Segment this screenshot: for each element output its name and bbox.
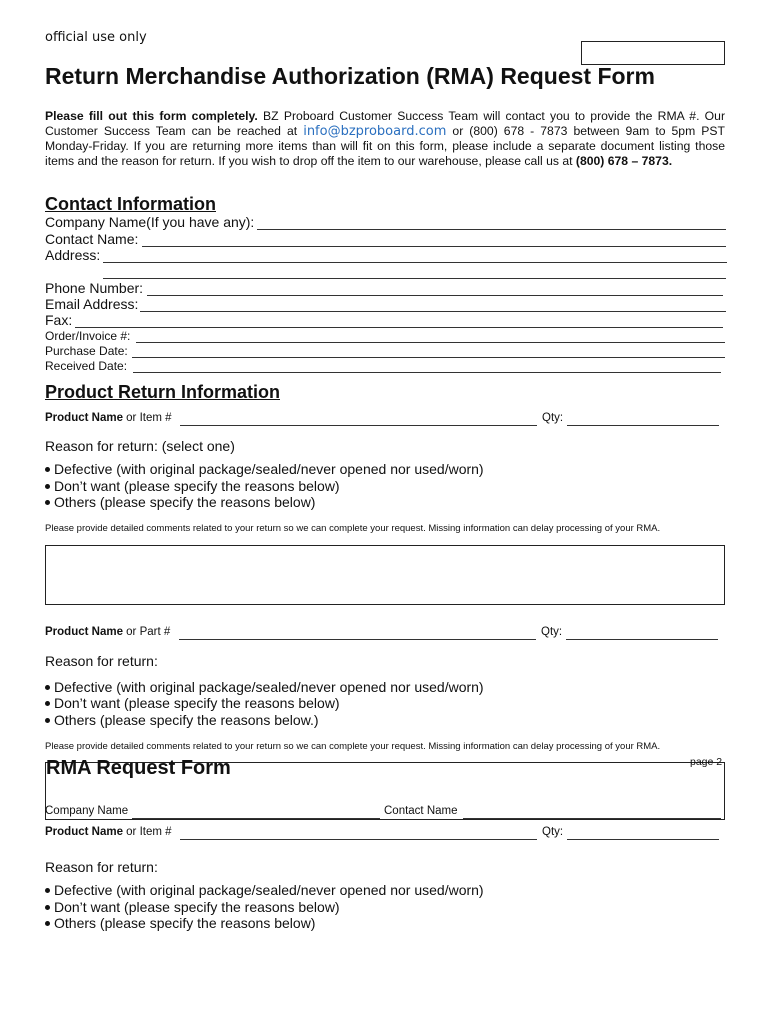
intro-bold-lead: Please fill out this form completely. xyxy=(45,109,258,123)
product2-option-others[interactable] xyxy=(45,712,319,728)
page2-company-label: Company Name xyxy=(45,805,129,817)
contact-name-field[interactable] xyxy=(142,246,726,247)
bullet-icon xyxy=(45,701,50,706)
product3-option-dont-want[interactable] xyxy=(45,899,340,915)
company-name-label: Company Name(If you have any): xyxy=(45,214,255,230)
page2-contact-label: Contact Name xyxy=(384,805,458,817)
official-use-label: official use only xyxy=(45,30,147,45)
option-text: Don’t want (please specify the reasons below) xyxy=(54,695,340,711)
product2-label xyxy=(45,626,170,638)
option-text: Don’t want (please specify the reasons below) xyxy=(54,899,340,915)
product3-name-field[interactable] xyxy=(180,839,537,840)
bullet-icon xyxy=(45,484,50,489)
bullet-icon xyxy=(45,685,50,690)
product1-qty-field[interactable] xyxy=(567,425,719,426)
intro-phone: (800) 678 – 7873. xyxy=(575,154,673,168)
product3-reason-heading: Reason for return: xyxy=(45,859,158,875)
product2-name-bold: Product Name xyxy=(45,626,123,638)
product2-comment-note: Please provide detailed comments related to your return so we can complete your request. Missing information can delay processing of your RMA. xyxy=(45,741,661,752)
option-text: Others (please specify the reasons below) xyxy=(54,915,316,931)
option-text: Don’t want (please specify the reasons below) xyxy=(54,478,340,494)
received-date-label: Received Date: xyxy=(45,359,128,373)
email-label: Email Address: xyxy=(45,296,139,312)
address-label: Address: xyxy=(45,247,101,263)
received-date-field[interactable] xyxy=(133,372,721,373)
option-text: Defective (with original package/sealed/never opened nor used/worn) xyxy=(54,679,484,695)
option-text: Defective (with original package/sealed/never opened nor used/worn) xyxy=(54,882,484,898)
product1-label xyxy=(45,412,172,424)
intro-text-1: BZ Proboard Customer Success Team will contact you to provide the RMA #. Our Customer Success Team can be reached at xyxy=(45,109,726,138)
product1-reason-heading: Reason for return: (select one) xyxy=(45,438,235,454)
option-text: Others (please specify the reasons below.) xyxy=(54,712,319,728)
product1-option-dont-want[interactable] xyxy=(45,478,340,494)
product1-qty-label: Qty: xyxy=(542,412,564,424)
email-link[interactable]: info@bzproboard.com xyxy=(303,124,447,139)
phone-label: Phone Number: xyxy=(45,280,144,296)
product1-option-defective[interactable] xyxy=(45,461,484,477)
product1-name-rest: or Item # xyxy=(122,412,172,424)
contact-heading: Contact Information xyxy=(45,194,216,214)
bullet-icon xyxy=(45,467,50,472)
product1-option-others[interactable] xyxy=(45,494,315,510)
order-label: Order/Invoice #: xyxy=(45,329,131,343)
product2-option-dont-want[interactable] xyxy=(45,695,340,711)
form-title: Return Merchandise Authorization (RMA) Request Form xyxy=(45,63,655,89)
address-field-1[interactable] xyxy=(103,262,727,263)
product2-name-rest: or Part # xyxy=(122,626,171,638)
product2-qty-label: Qty: xyxy=(541,626,563,638)
page2-company-field[interactable] xyxy=(132,818,380,819)
intro-text-2: or (800) 678 - 7873 between 9am to 5pm PST Monday-Friday. If you are returning more items than will fit on this form, please include a separate document listing those items and the reason for return. If you wish to drop off the item to our warehouse, please call us at xyxy=(45,124,725,168)
company-name-field[interactable] xyxy=(257,229,726,230)
product3-qty-label: Qty: xyxy=(542,826,564,838)
intro-paragraph xyxy=(45,109,725,169)
option-text: Defective (with original package/sealed/never opened nor used/worn) xyxy=(54,461,484,477)
purchase-date-label: Purchase Date: xyxy=(45,344,128,358)
page2-label: page 2 xyxy=(690,756,723,768)
product2-reason-heading: Reason for return: xyxy=(45,653,158,669)
product2-option-defective[interactable] xyxy=(45,679,484,695)
product1-name-bold: Product Name xyxy=(45,412,123,424)
order-field[interactable] xyxy=(136,342,725,343)
purchase-date-field[interactable] xyxy=(132,357,725,358)
fax-label: Fax: xyxy=(45,312,73,328)
address-field-2[interactable] xyxy=(103,278,726,279)
product3-qty-field[interactable] xyxy=(567,839,719,840)
bullet-icon xyxy=(45,888,50,893)
bullet-icon xyxy=(45,500,50,505)
email-field[interactable] xyxy=(140,311,726,312)
bullet-icon xyxy=(45,905,50,910)
page2-contact-field[interactable] xyxy=(463,818,721,819)
bullet-icon xyxy=(45,921,50,926)
bullet-icon xyxy=(45,718,50,723)
product1-name-field[interactable] xyxy=(180,425,537,426)
product3-name-rest: or Item # xyxy=(122,826,172,838)
product1-comment-note: Please provide detailed comments related to your return so we can complete your request. Missing information can delay processing of your RMA. xyxy=(45,523,661,534)
product2-name-field[interactable] xyxy=(179,639,536,640)
official-use-box[interactable] xyxy=(581,41,725,65)
phone-field[interactable] xyxy=(147,295,723,296)
product3-label xyxy=(45,826,172,838)
option-text: Others (please specify the reasons below) xyxy=(54,494,316,510)
product2-qty-field[interactable] xyxy=(566,639,718,640)
product3-option-defective[interactable] xyxy=(45,882,484,898)
product-heading: Product Return Information xyxy=(45,382,280,402)
fax-field[interactable] xyxy=(75,327,723,328)
product1-comment-box[interactable] xyxy=(45,545,725,605)
page2-title: RMA Request Form xyxy=(46,757,231,779)
contact-name-label: Contact Name: xyxy=(45,231,139,247)
product3-name-bold: Product Name xyxy=(45,826,123,838)
product3-option-others[interactable] xyxy=(45,915,315,931)
